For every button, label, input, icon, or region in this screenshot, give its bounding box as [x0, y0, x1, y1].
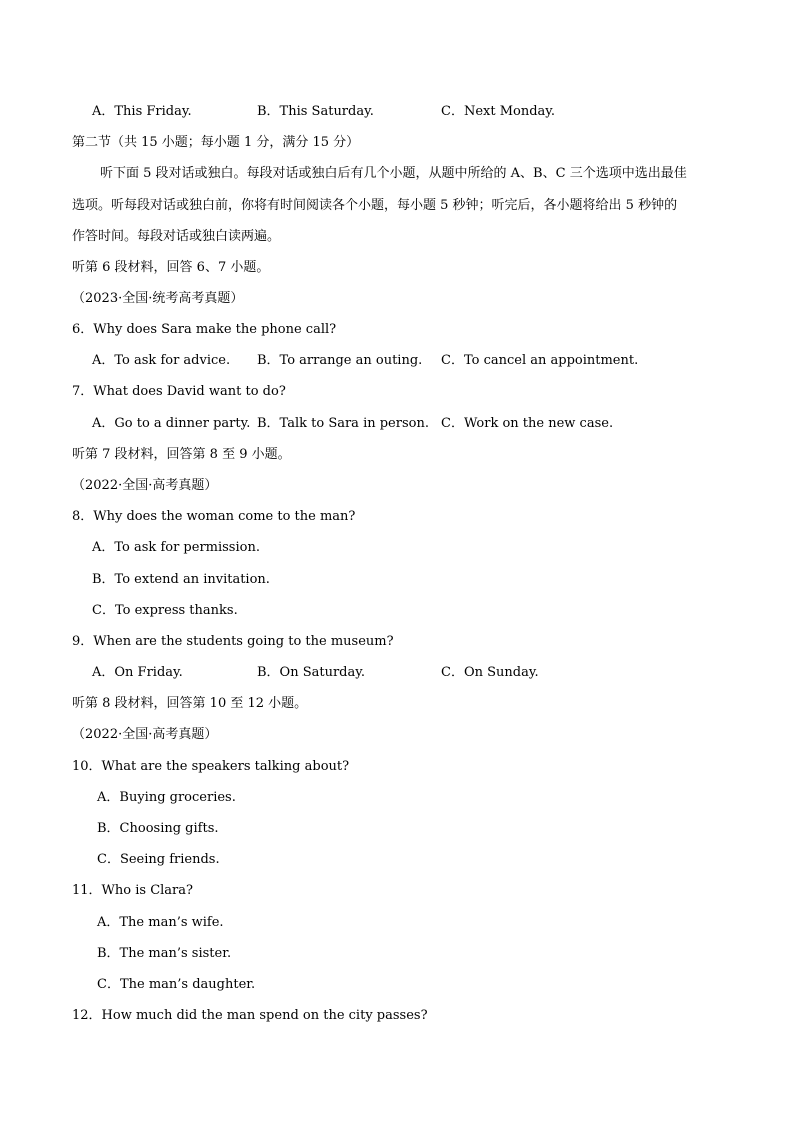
question-11-option-c: C．The man’s daughter. [97, 977, 256, 992]
question-9-option-c: C．On Sunday. [441, 665, 539, 680]
question-8-option-c: C．To express thanks. [92, 603, 238, 618]
instructions-line-2: 选项。听每段对话或独白前，你将有时间阅读各个小题，每小题 5 秒钟；听完后，各小题将给出 5 秒钟的 [72, 198, 678, 213]
question-8-option-a: A．To ask for permission. [92, 540, 260, 555]
question-6-stem: 6．Why does Sara make the phone call? [72, 322, 337, 337]
question-7-option-c: C．Work on the new case. [441, 416, 614, 431]
material-6-source: （2023·全国·统考高考真题） [72, 291, 244, 306]
question-10-option-b: B．Choosing gifts. [97, 821, 219, 836]
question-7-option-b: B．Talk to Sara in person. [257, 416, 429, 431]
section-heading: 第二节（共 15 小题；每小题 1 分，满分 15 分） [72, 135, 360, 150]
prev-option-a: A．This Friday. [92, 104, 192, 119]
material-8-intro: 听第 8 段材料，回答第 10 至 12 小题。 [72, 696, 308, 711]
question-7-stem: 7．What does David want to do? [72, 384, 286, 399]
prev-option-c: C．Next Monday. [441, 104, 556, 119]
question-12-stem: 12．How much did the man spend on the city passes? [72, 1008, 428, 1023]
question-11-option-b: B．The man’s sister. [97, 946, 232, 961]
question-6-option-b: B．To arrange an outing. [257, 353, 423, 368]
instructions-line-1: 听下面 5 段对话或独白。每段对话或独白后有几个小题，从题中所给的 A、B、C 三个选项中选出最佳 [100, 166, 687, 181]
question-11-stem: 11．Who is Clara? [72, 883, 193, 898]
prev-option-b: B．This Saturday. [257, 104, 374, 119]
question-11-option-a: A．The man’s wife. [97, 915, 224, 930]
material-8-source: （2022·全国·高考真题） [72, 727, 218, 742]
question-6-option-a: A．To ask for advice. [92, 353, 231, 368]
question-7-option-a: A．Go to a dinner party. [92, 416, 251, 431]
material-7-intro: 听第 7 段材料，回答第 8 至 9 小题。 [72, 447, 291, 462]
material-6-intro: 听第 6 段材料，回答 6、7 小题。 [72, 260, 270, 275]
question-6-option-c: C．To cancel an appointment. [441, 353, 639, 368]
question-8-option-b: B．To extend an invitation. [92, 572, 270, 587]
material-7-source: （2022·全国·高考真题） [72, 478, 218, 493]
instructions-line-3: 作答时间。每段对话或独白读两遍。 [72, 229, 281, 244]
question-10-option-a: A．Buying groceries. [97, 790, 236, 805]
question-9-option-b: B．On Saturday. [257, 665, 366, 680]
question-9-stem: 9．When are the students going to the museum? [72, 634, 394, 649]
question-8-stem: 8．Why does the woman come to the man? [72, 509, 356, 524]
question-10-option-c: C．Seeing friends. [97, 852, 220, 867]
question-9-option-a: A．On Friday. [92, 665, 183, 680]
question-10-stem: 10．What are the speakers talking about? [72, 759, 350, 774]
